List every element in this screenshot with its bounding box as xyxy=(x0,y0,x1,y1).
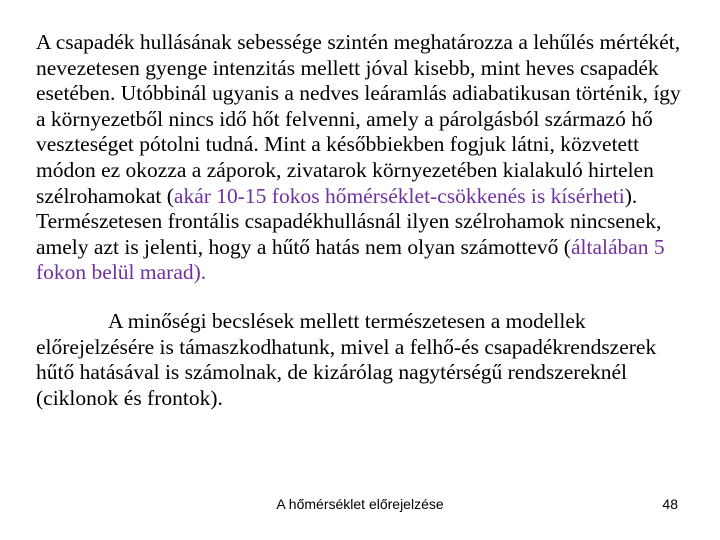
paragraph-1-text-a: A csapadék hullásának sebessége szintén meghatározza a lehűlés mértékét, nevezetesen gyenge intenzitás mellett jóval kisebb, mint heves csapadék esetében. Utóbbinál ugyanis a nedves leáramlás adiabatikusan történik, így a környezetből nincs idő hőt felvenni, amely a párolgásból származó hő veszteséget pótolni tudná. Mint a későbbiekben fogjuk látni, közvetett módon ez okozza a záporok, zivatarok környezetében kialakuló hirtelen szélrohamokat ( xyxy=(36,30,681,208)
slide-body xyxy=(36,30,686,411)
highlight-within-five-degrees: általában 5 fokon belül marad). xyxy=(36,234,665,285)
highlight-temperature-drop: akár 10-15 fokos hőmérséklet-csökkenés is kísérheti xyxy=(173,183,625,208)
paragraph-2: A minőségi becslések mellett természetesen a modellek előrejelzésére is támaszkodhatunk, mivel a felhő-és csapadékrendszerek hűtő hatásával is számolnak, de kizárólag nagytérségű rendszereknél (ciklonok és frontok). xyxy=(36,308,657,410)
footer-title: A hőmérséklet előrejelzése xyxy=(276,496,444,512)
page-number: 48 xyxy=(662,496,678,512)
paragraph-1 xyxy=(36,30,686,286)
paragraph-1-text-b: ). Természetesen frontális csapadékhullásnál ilyen szélrohamok nincsenek, amely azt is jelenti, hogy a hűtő hatás nem olyan számottevő ( xyxy=(36,183,662,259)
